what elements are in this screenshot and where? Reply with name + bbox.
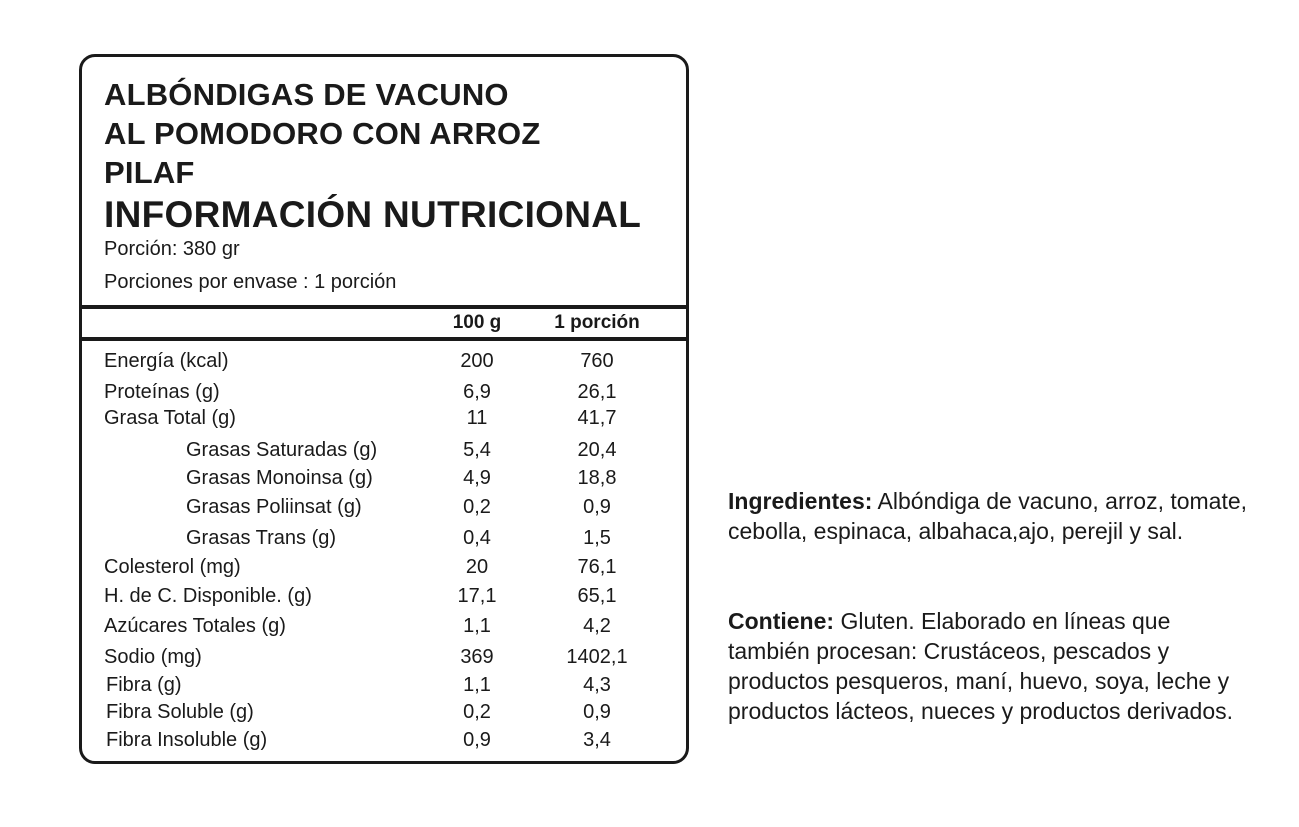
nutrient-row-fibra — [82, 674, 686, 700]
nutrient-value-portion: 3,4 — [583, 729, 611, 751]
nutrient-row-proteinas — [82, 381, 686, 407]
servings-per-container: Porciones por envase : 1 porción — [104, 271, 397, 293]
nutrient-value-100g: 17,1 — [457, 585, 497, 607]
nutrient-value-100g: 1,1 — [463, 615, 491, 637]
nutrient-name: Fibra Insoluble (g) — [106, 729, 268, 751]
nutrient-name: Grasas Trans (g) — [186, 527, 337, 549]
nutrient-value-portion: 4,3 — [583, 674, 611, 696]
ingredients-paragraph — [728, 486, 1248, 546]
product-name-line-2: AL POMODORO CON ARROZ — [104, 116, 541, 151]
nutrient-row-energia — [82, 350, 686, 376]
nutrient-value-100g: 200 — [460, 350, 494, 372]
nutrient-row-azucares — [82, 615, 686, 641]
header-divider-top — [82, 305, 686, 309]
nutrient-value-portion: 1402,1 — [566, 646, 628, 668]
nutrient-value-portion: 76,1 — [577, 556, 617, 578]
nutrient-value-100g: 4,9 — [463, 467, 491, 489]
nutrient-name: Grasas Monoinsa (g) — [186, 467, 373, 489]
ingredients-text: Albóndiga de vacuno, arroz, tomate, cebolla, espinaca, albahaca,ajo, perejil y sal. — [728, 488, 1248, 544]
nutrient-name: Colesterol (mg) — [104, 556, 241, 578]
allergens-heading: Contiene: — [728, 608, 835, 634]
nutrient-value-100g: 5,4 — [463, 439, 491, 461]
nutrient-value-100g: 0,2 — [463, 701, 491, 723]
nutrient-value-portion: 0,9 — [583, 701, 611, 723]
nutrient-name: Energía (kcal) — [104, 350, 229, 372]
nutrient-row-grasas-trans — [82, 527, 686, 553]
nutrition-label — [79, 54, 689, 764]
nutrient-value-100g: 0,4 — [463, 527, 491, 549]
column-header-100g: 100 g — [452, 312, 502, 333]
nutrient-row-grasas-poliinsat — [82, 496, 686, 522]
nutrient-name: Grasas Poliinsat (g) — [186, 496, 362, 518]
header-divider-bottom — [82, 337, 686, 341]
nutrient-name: Grasa Total (g) — [104, 407, 236, 429]
nutrient-value-100g: 6,9 — [463, 381, 491, 403]
allergens-text: Gluten. Elaborado en líneas que también procesan: Crustáceos, pescados y productos pesqueros, maní, huevo, soya, leche y productos lácteos, nueces y productos derivados. — [728, 608, 1234, 724]
nutrient-value-100g: 369 — [460, 646, 494, 668]
nutrient-value-100g: 0,9 — [463, 729, 491, 751]
nutrient-value-100g: 1,1 — [463, 674, 491, 696]
nutrient-row-carbohidratos — [82, 585, 686, 611]
nutrient-name: Fibra (g) — [106, 674, 182, 696]
nutrient-value-portion: 65,1 — [577, 585, 617, 607]
nutrient-value-portion: 20,4 — [577, 439, 617, 461]
nutrient-row-colesterol — [82, 556, 686, 582]
nutrient-row-grasa-total — [82, 407, 686, 433]
allergens-paragraph — [728, 606, 1248, 726]
product-name-line-3: PILAF — [104, 155, 195, 190]
nutrient-row-grasas-saturadas — [82, 439, 686, 465]
column-header-portion: 1 porción — [554, 312, 640, 333]
nutrient-value-portion: 0,9 — [583, 496, 611, 518]
nutrient-value-portion: 26,1 — [577, 381, 617, 403]
nutrient-row-fibra-insoluble — [82, 729, 686, 755]
product-name-line-1: ALBÓNDIGAS DE VACUNO — [104, 77, 509, 112]
product-name — [104, 75, 540, 192]
nutrition-title: INFORMACIÓN NUTRICIONAL — [104, 194, 642, 235]
nutrient-value-portion: 41,7 — [577, 407, 617, 429]
nutrient-value-portion: 760 — [580, 350, 614, 372]
ingredients-heading: Ingredientes: — [728, 488, 873, 514]
nutrient-name: Fibra Soluble (g) — [106, 701, 254, 723]
nutrient-value-100g: 0,2 — [463, 496, 491, 518]
nutrient-name: Sodio (mg) — [104, 646, 202, 668]
nutrient-row-sodio — [82, 646, 686, 672]
nutrient-name: Proteínas (g) — [104, 381, 220, 403]
serving-size: Porción: 380 gr — [104, 238, 240, 260]
nutrient-name: Azúcares Totales (g) — [104, 615, 286, 637]
nutrient-row-grasas-monoinsa — [82, 467, 686, 493]
nutrient-value-portion: 1,5 — [583, 527, 611, 549]
nutrient-name: Grasas Saturadas (g) — [186, 439, 378, 461]
nutrient-value-100g: 11 — [466, 407, 488, 429]
nutrient-value-portion: 4,2 — [583, 615, 611, 637]
nutrient-row-fibra-soluble — [82, 701, 686, 727]
nutrient-value-100g: 20 — [465, 556, 489, 578]
nutrient-name: H. de C. Disponible. (g) — [104, 585, 312, 607]
nutrient-value-portion: 18,8 — [577, 467, 617, 489]
